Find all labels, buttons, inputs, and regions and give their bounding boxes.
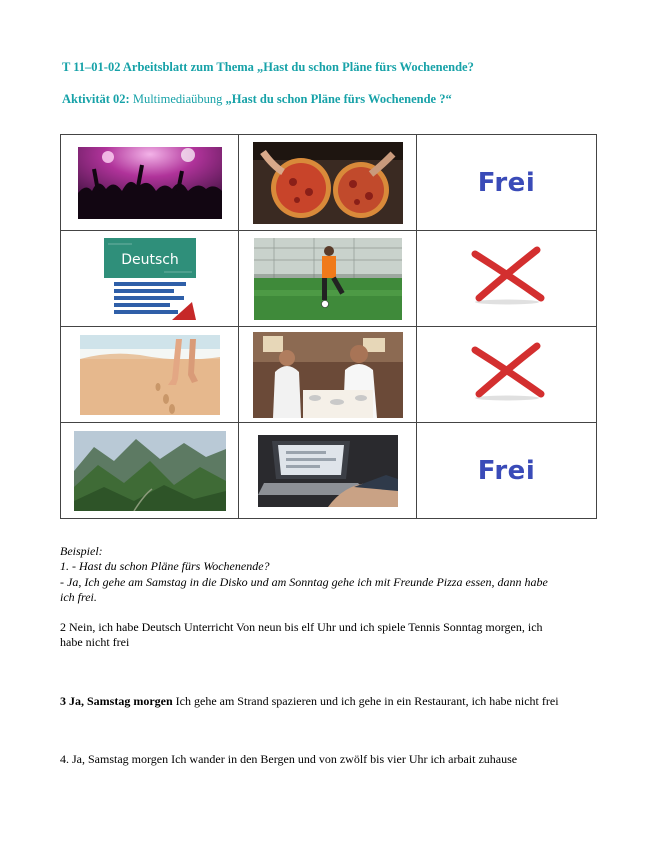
grid-row [61,135,597,231]
grid-cell [417,135,597,231]
grid-cell [61,423,239,519]
beach-walk-image [80,335,220,415]
grid-row [61,423,597,519]
laptop-image [258,435,398,507]
answer-3-rest: Ich gehe am Strand spazieren und ich gehe in ein Restaurant, ich habe nicht frei [172,694,559,708]
grid-row [61,231,597,327]
example-answer-line1: - Ja, Ich gehe am Samstag in die Disko und am Sonntag gehe ich mit Freunde Pizza essen, dann habe [60,575,548,589]
activity-label: Aktivität 02: [62,92,130,106]
grid-row [61,327,597,423]
deutsch-sign-text: Deutsch [120,251,179,268]
example-answer-line2: ich frei. [60,590,97,604]
grid-cell [239,423,417,519]
grid-cell [61,231,239,327]
answer-4: 4. Ja, Samstag morgen Ich wander in den Bergen und von zwölf bis vier Uhr ich arbait zuhause [60,752,518,766]
answer-3-bold: 3 Ja, Samstag morgen [60,694,173,708]
grid-cell [417,231,597,327]
cross-icon [467,246,547,306]
activity-heading [62,92,452,107]
pizza-image [253,142,403,224]
activity-topic: „Hast du schon Pläne fürs Wochenende ?“ [225,92,452,106]
restaurant-image [253,332,403,418]
example-label: Beispiel: [60,544,103,558]
football-image [254,238,402,320]
answer-2-line1: 2 Nein, ich habe Deutsch Unterricht Von neun bis elf Uhr und ich spiele Tennis Sonntag morgen, ich [60,620,543,634]
answer-2-line2: habe nicht frei [60,635,130,649]
activity-image-grid [60,134,597,519]
grid-cell [61,135,239,231]
example-question: 1. - Hast du schon Pläne fürs Wochenende? [60,559,270,573]
grid-cell [417,423,597,519]
grid-cell [417,327,597,423]
deutsch-lesson-image [102,238,198,320]
grid-cell [239,231,417,327]
answer-3 [60,694,559,709]
activity-type: Multimediaübung [129,92,226,106]
status-frei-label: Frei [477,455,536,486]
grid-cell [61,327,239,423]
mountains-image [74,431,226,511]
cross-icon [467,342,547,402]
grid-cell [239,327,417,423]
grid-cell [239,135,417,231]
worksheet-title: T 11–01-02 Arbeitsblatt zum Thema „Hast du schon Pläne fürs Wochenende? [62,60,474,74]
disco-party-image [78,147,222,219]
status-frei-label: Frei [477,167,536,198]
